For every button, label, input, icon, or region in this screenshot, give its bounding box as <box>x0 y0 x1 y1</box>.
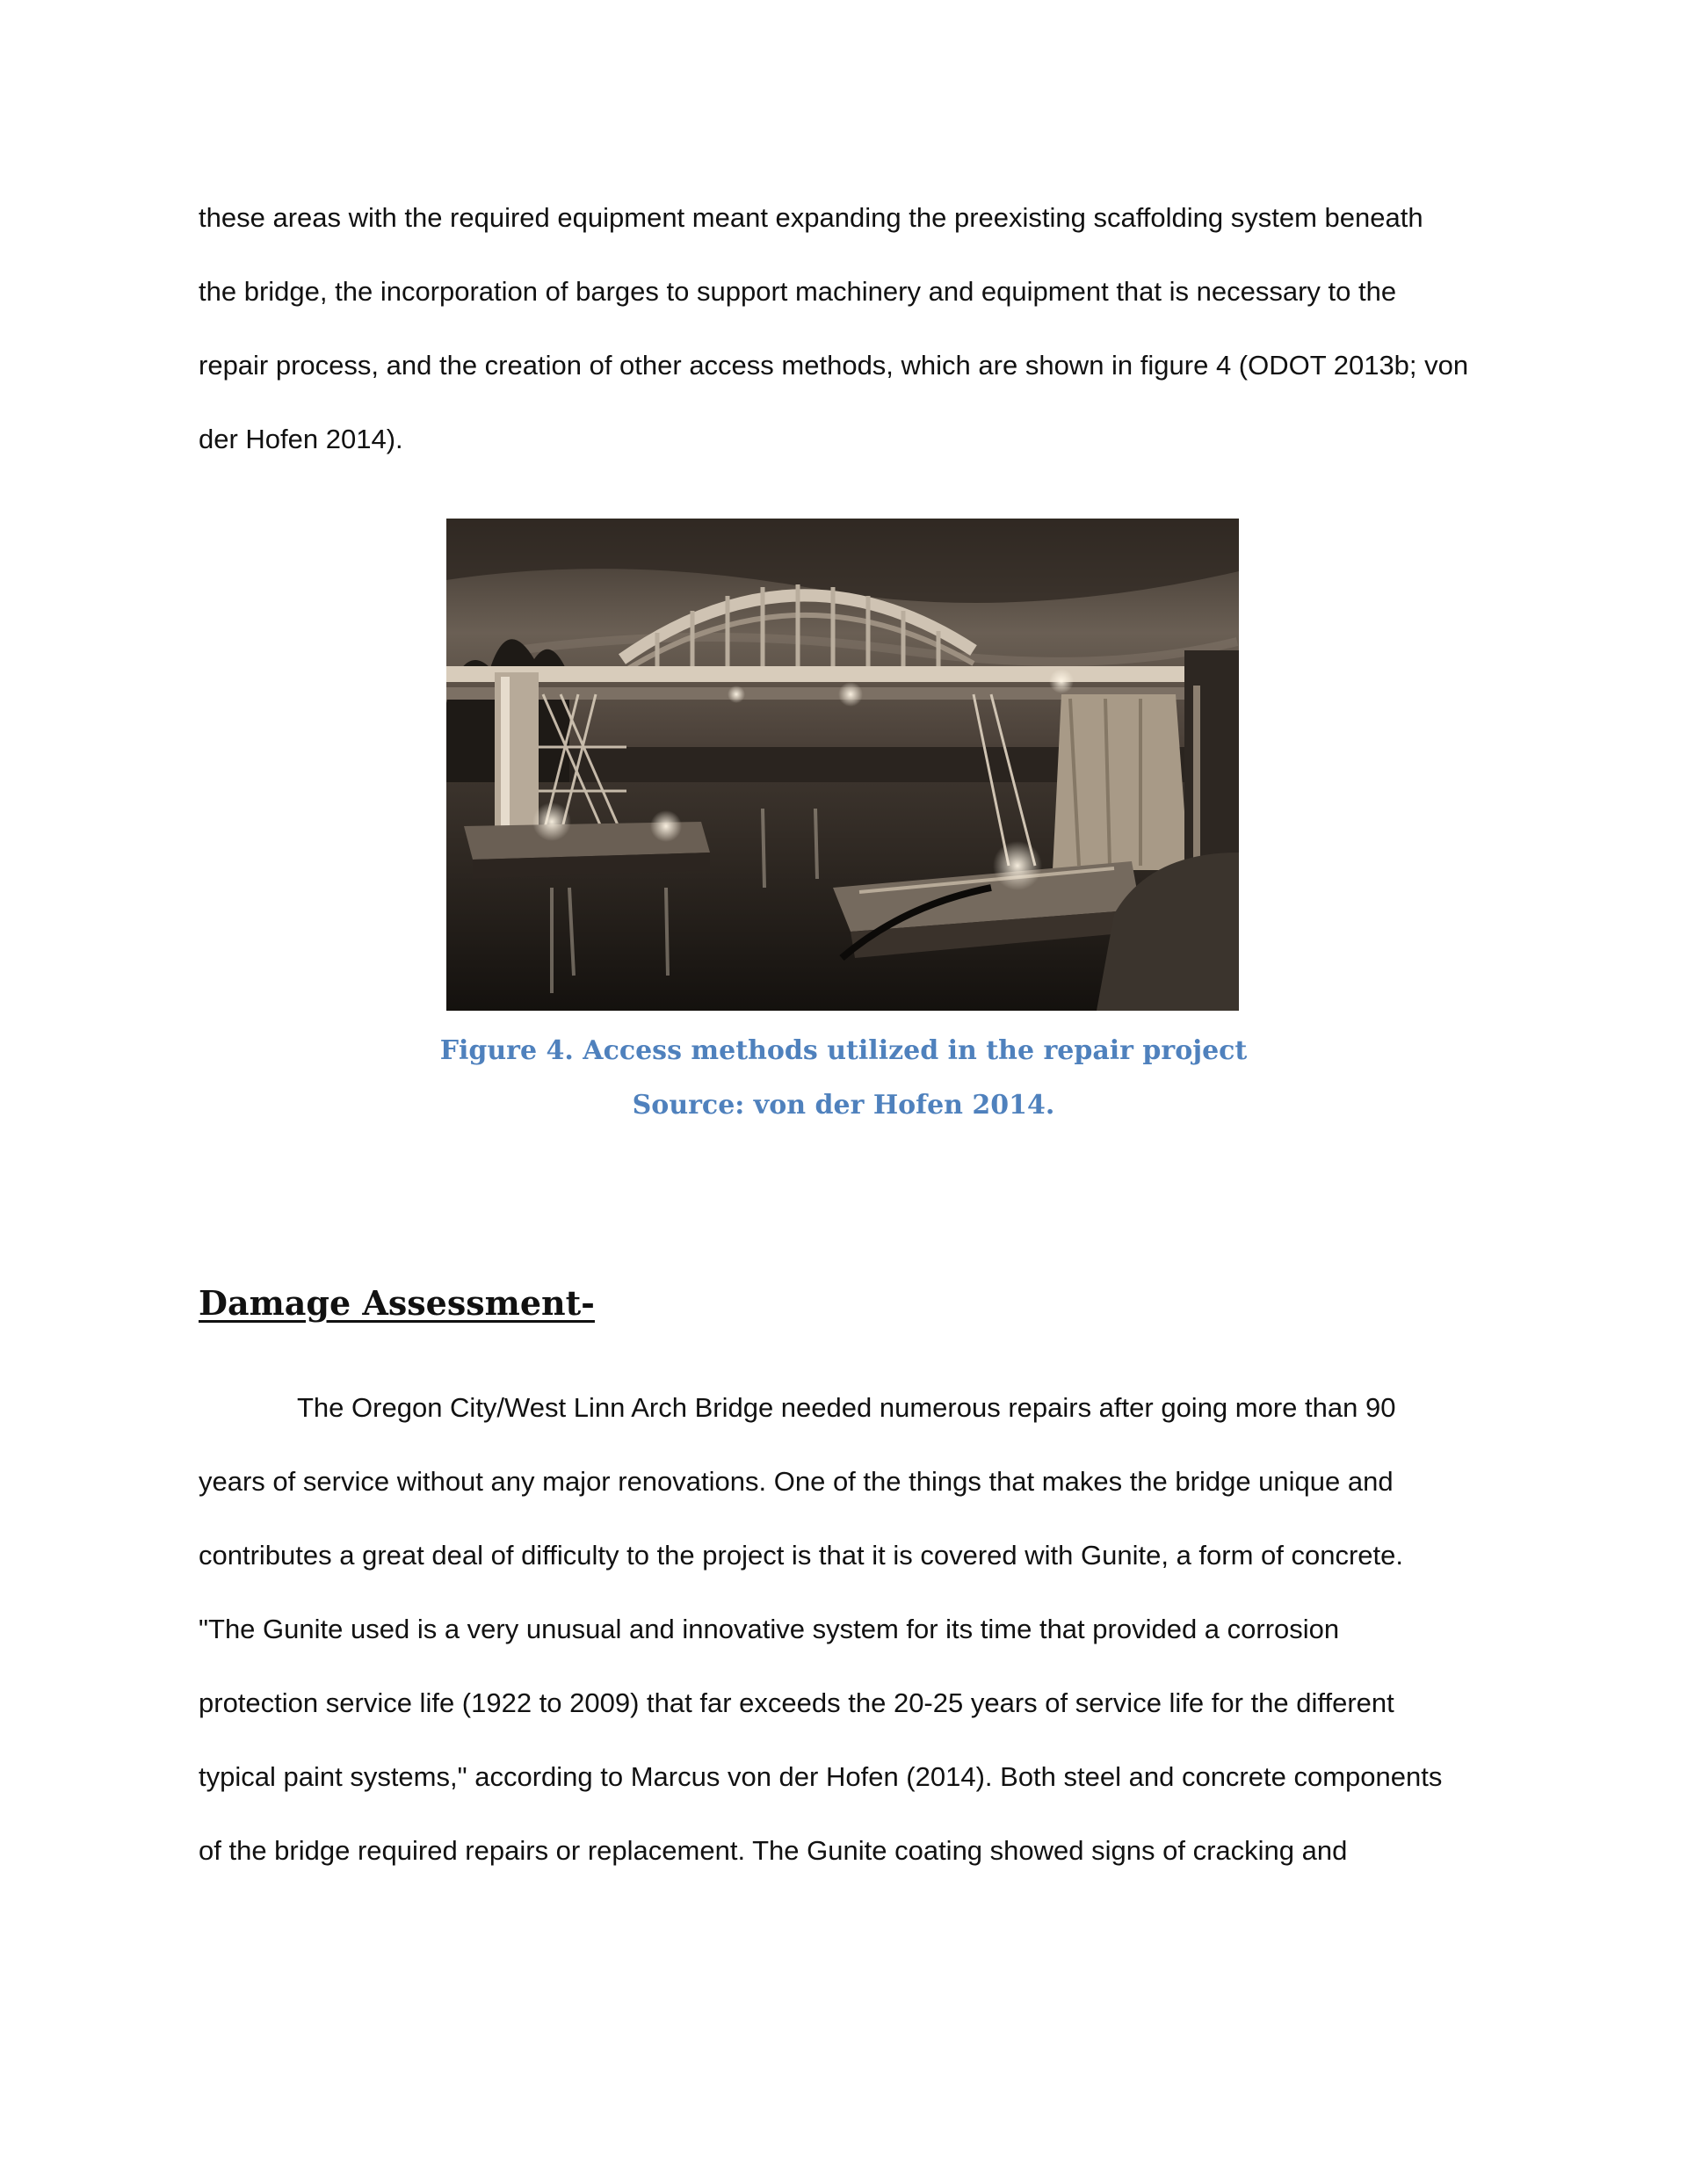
body-line-2: years of service without any major renovations. One of the things that makes the bridge unique and <box>199 1466 1394 1497</box>
intro-line-4: der Hofen 2014). <box>199 424 403 454</box>
intro-line-1: these areas with the required equipment meant expanding the preexisting scaffolding system beneath <box>199 202 1423 233</box>
body-line-7: of the bridge required repairs or replacement. The Gunite coating showed signs of cracking and <box>199 1835 1348 1866</box>
figure-source: Source: von der Hofen 2014. <box>632 1090 1055 1121</box>
body-line-5: protection service life (1922 to 2009) that far exceeds the 20-25 years of service life for the different <box>199 1687 1394 1718</box>
body-line-3: contributes a great deal of difficulty to the project is that it is covered with Gunite, a form of concrete. <box>199 1540 1404 1571</box>
intro-line-3: repair process, and the creation of other access methods, which are shown in figure 4 (ODOT 2013b; von <box>199 350 1469 381</box>
body-line-6: typical paint systems," according to Marcus von der Hofen (2014). Both steel and concrete components <box>199 1761 1443 1792</box>
body-line-4: "The Gunite used is a very unusual and innovative system for its time that provided a corrosion <box>199 1614 1340 1644</box>
body-line-1: The Oregon City/West Linn Arch Bridge needed numerous repairs after going more than 90 <box>297 1392 1396 1423</box>
section-heading: Damage Assessment- <box>199 1283 595 1323</box>
intro-line-2: the bridge, the incorporation of barges to support machinery and equipment that is necessary to the <box>199 276 1397 307</box>
bridge-repair-photo <box>446 519 1239 1011</box>
figure-caption: Figure 4. Access methods utilized in the repair project <box>439 1035 1248 1066</box>
